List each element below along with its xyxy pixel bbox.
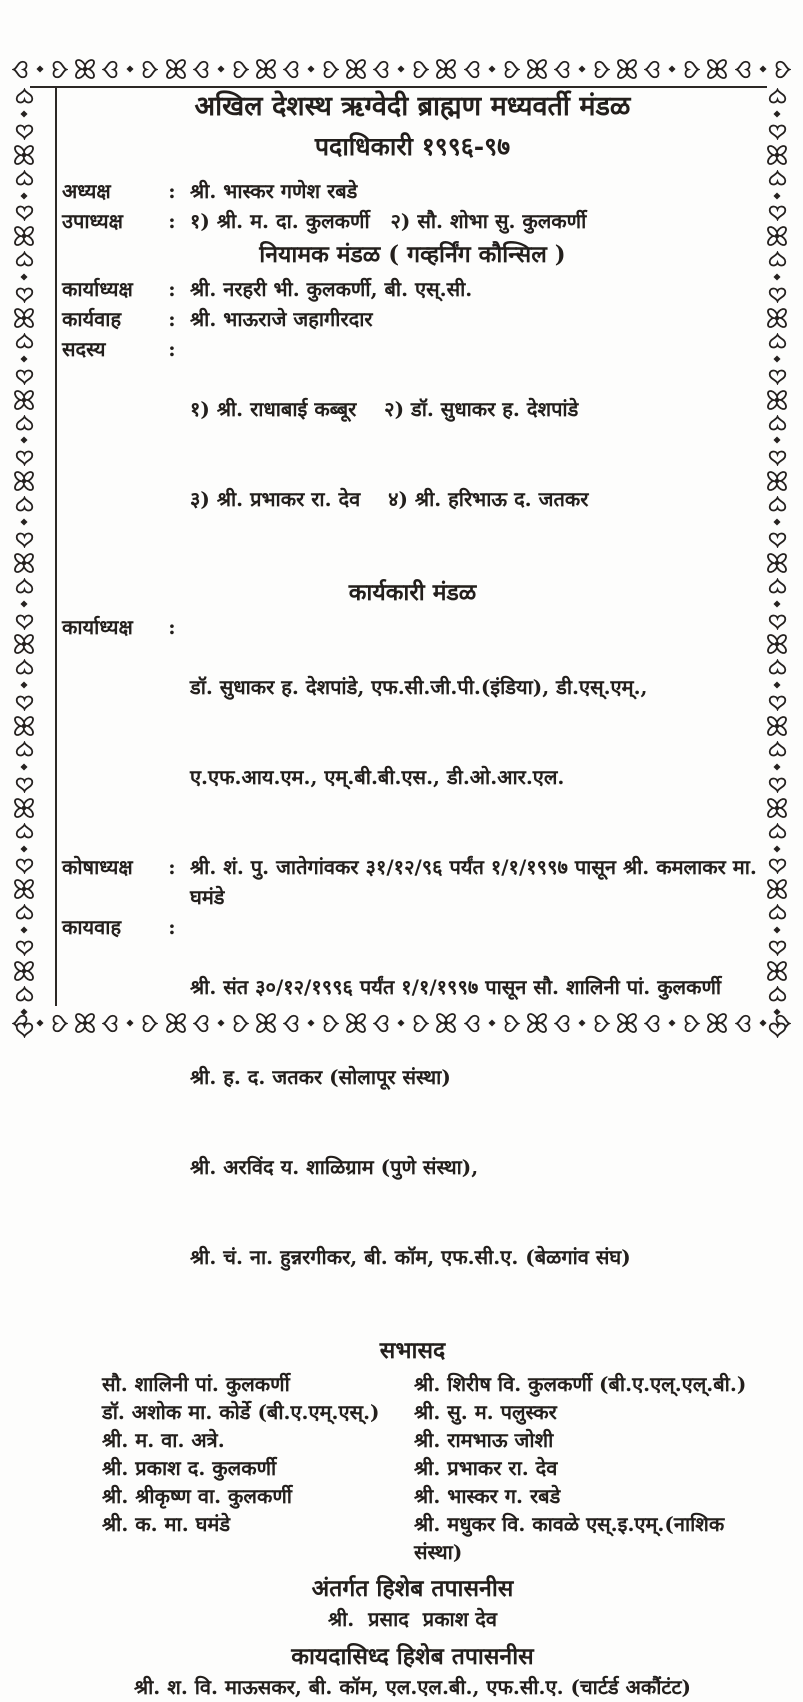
diamond-link-icon: [20, 681, 28, 689]
row-value: [190, 612, 763, 852]
flower-ornament-icon: [12, 796, 36, 820]
diamond-link-icon: [20, 926, 28, 934]
row-colon: :: [168, 615, 176, 639]
heart-ornament-icon: [768, 251, 787, 270]
row-label: कोषाध्यक्ष: [62, 855, 133, 879]
ornamental-border-left: [7, 88, 41, 1038]
row-label: सदस्य: [62, 337, 106, 361]
heart-ornament-icon: [15, 170, 34, 189]
row-value: [190, 912, 763, 1332]
diamond-link-icon: [20, 110, 28, 118]
heart-ornament-icon: [768, 986, 787, 1005]
heart-ornament-icon: [768, 366, 787, 385]
heart-ornament-icon: [15, 741, 34, 760]
flower-ornament-icon: [12, 632, 36, 656]
member-item: श्री. म. वा. अत्रे.: [102, 1428, 225, 1452]
flower-ornament-icon: [765, 796, 789, 820]
flower-ornament-icon: [765, 143, 789, 167]
heart-ornament-icon: [768, 904, 787, 923]
heart-ornament-icon: [15, 692, 34, 711]
row-colon: :: [168, 277, 176, 301]
heart-ornament-icon: [768, 170, 787, 189]
heart-ornament-icon: [139, 60, 158, 79]
heart-ornament-icon: [15, 904, 34, 923]
diamond-link-icon: [773, 355, 781, 363]
flower-ornament-icon: [73, 57, 97, 81]
officer-row-vice-president: [62, 206, 763, 236]
row-value: श्री. भास्कर गणेश रबडे: [190, 179, 358, 203]
heart-ornament-icon: [410, 60, 429, 79]
heart-ornament-icon: [12, 60, 31, 79]
flower-ornament-icon: [164, 57, 188, 81]
diamond-link-icon: [773, 681, 781, 689]
member-item: श्री. प्रकाश द. कुलकर्णी: [102, 1456, 277, 1480]
doc-subtitle: पदाधिकारी १९९६-९७: [314, 132, 511, 161]
member-item: श्री. प्रभाकर रा. देव: [414, 1456, 558, 1480]
heart-ornament-icon: [768, 659, 787, 678]
heart-ornament-icon: [15, 284, 34, 303]
flower-ornament-icon: [12, 388, 36, 412]
member-item: श्री. क. मा. घमंडे: [102, 1512, 231, 1536]
row-label: कार्यवाह: [62, 307, 122, 331]
member-item: श्री. सु. म. पलुस्कर: [414, 1400, 557, 1424]
diamond-link-icon: [773, 273, 781, 281]
diamond-link-icon: [773, 763, 781, 771]
heart-ornament-icon: [15, 937, 34, 956]
flower-ornament-icon: [765, 551, 789, 575]
heart-ornament-icon: [15, 202, 34, 221]
diamond-link-icon: [307, 65, 315, 73]
heart-ornament-icon: [768, 284, 787, 303]
flower-ornament-icon: [12, 469, 36, 493]
flower-ornament-icon: [12, 877, 36, 901]
member-item: श्री. रामभाऊ जोशी: [414, 1428, 554, 1452]
heart-ornament-icon: [15, 774, 34, 793]
governing-row-chairman: [62, 274, 763, 304]
heart-ornament-icon: [768, 529, 787, 548]
value-line: ३) श्री. प्रभाकर रा. देव ४) श्री. हरिभाऊ द. जतकर: [190, 487, 589, 511]
heart-ornament-icon: [15, 447, 34, 466]
row-label: अध्यक्ष: [62, 179, 111, 203]
diamond-link-icon: [20, 273, 28, 281]
diamond-link-icon: [20, 600, 28, 608]
flower-ornament-icon: [12, 306, 36, 330]
diamond-link-icon: [773, 192, 781, 200]
diamond-link-icon: [773, 845, 781, 853]
flower-ornament-icon: [344, 57, 368, 81]
heart-ornament-icon: [554, 60, 573, 79]
value-line: ए.एफ.आय.एम., एम्.बी.बी.एस., डी.ओ.आर.एल.: [190, 765, 565, 789]
diamond-link-icon: [773, 926, 781, 934]
executive-row-secretary: [62, 912, 763, 1332]
member-item: श्री. श्रीकृष्ण वा. कुलकर्णी: [102, 1484, 292, 1508]
member-item: डॉ. अशोक मा. कोर्डे (बी.ए.एम्.एस्.): [102, 1400, 380, 1424]
heart-ornament-icon: [464, 60, 483, 79]
governing-row-secretary: [62, 304, 763, 334]
flower-ornament-icon: [765, 306, 789, 330]
governing-row-members: [62, 334, 763, 574]
heart-ornament-icon: [15, 529, 34, 548]
diamond-link-icon: [668, 65, 676, 73]
diamond-link-icon: [773, 436, 781, 444]
officer-row-president: [62, 176, 763, 206]
flower-ornament-icon: [525, 57, 549, 81]
heart-ornament-icon: [768, 937, 787, 956]
row-colon: :: [168, 915, 176, 939]
member-item: श्री. मधुकर वि. कावळे एस्.इ.एम्.(नाशिक संस्था): [414, 1512, 732, 1564]
flower-ornament-icon: [254, 57, 278, 81]
row-value: श्री. नरहरी भी. कुलकर्णी, बी. एस्.सी.: [190, 277, 473, 301]
heart-ornament-icon: [644, 60, 663, 79]
executive-row-chairman: [62, 612, 763, 852]
flower-ornament-icon: [765, 632, 789, 656]
value-line: डॉ. सुधाकर ह. देशपांडे, एफ.सी.जी.पी.(इंडिया), डी.एस्.एम्.,: [190, 675, 648, 699]
diamond-link-icon: [773, 110, 781, 118]
document-content: [62, 90, 763, 1702]
heart-ornament-icon: [193, 60, 212, 79]
flower-ornament-icon: [12, 959, 36, 983]
member-item: सौ. शालिनी पां. कुलकर्णी: [102, 1372, 290, 1396]
heart-ornament-icon: [768, 855, 787, 874]
heart-ornament-icon: [768, 1019, 787, 1038]
flower-ornament-icon: [765, 959, 789, 983]
flower-ornament-icon: [12, 224, 36, 248]
diamond-link-icon: [36, 65, 44, 73]
heart-ornament-icon: [15, 659, 34, 678]
diamond-link-icon: [20, 355, 28, 363]
heart-ornament-icon: [230, 60, 249, 79]
heart-ornament-icon: [15, 855, 34, 874]
flower-ornament-icon: [12, 714, 36, 738]
heart-ornament-icon: [501, 60, 520, 79]
row-label: कायवाह: [62, 915, 122, 939]
heart-ornament-icon: [15, 366, 34, 385]
flower-ornament-icon: [12, 551, 36, 575]
diamond-link-icon: [773, 600, 781, 608]
heart-ornament-icon: [768, 741, 787, 760]
heart-ornament-icon: [681, 60, 700, 79]
section-heading-governing-council: नियामक मंडळ ( गव्हर्निंग कौन्सिल ): [259, 241, 566, 268]
diamond-link-icon: [578, 65, 586, 73]
heart-ornament-icon: [768, 88, 787, 107]
diamond-link-icon: [20, 1008, 28, 1016]
member-item: श्री. भास्कर ग. रबडे: [414, 1484, 561, 1508]
heart-ornament-icon: [15, 1019, 34, 1038]
diamond-link-icon: [20, 763, 28, 771]
diamond-link-icon: [397, 65, 405, 73]
diamond-link-icon: [773, 518, 781, 526]
diamond-link-icon: [20, 845, 28, 853]
heart-ornament-icon: [15, 88, 34, 107]
executive-row-treasurer: [62, 852, 763, 912]
heart-ornament-icon: [15, 333, 34, 352]
diamond-link-icon: [20, 518, 28, 526]
diamond-link-icon: [20, 192, 28, 200]
heart-ornament-icon: [768, 202, 787, 221]
flower-ornament-icon: [765, 224, 789, 248]
flower-ornament-icon: [765, 714, 789, 738]
flower-ornament-icon: [765, 469, 789, 493]
diamond-link-icon: [759, 65, 767, 73]
heart-ornament-icon: [768, 774, 787, 793]
heart-ornament-icon: [768, 692, 787, 711]
members-column-left: [62, 1370, 414, 1566]
flower-ornament-icon: [705, 57, 729, 81]
heart-ornament-icon: [768, 496, 787, 515]
heart-ornament-icon: [320, 60, 339, 79]
value-line: श्री. ह. द. जतकर (सोलापूर संस्था): [190, 1065, 451, 1089]
row-value: श्री. भाऊराजे जहागीरदार: [190, 307, 373, 331]
diamond-link-icon: [217, 65, 225, 73]
statutory-auditor-name: श्री. श. वि. माऊसकर, बी. कॉम, एल.एल.बी., एफ.सी.ए. (चार्टर्ड अकौंटंट): [133, 1675, 692, 1699]
row-value: श्री. शं. पु. जातेगांवकर ३१/१२/९६ पर्यंत १/१/१९९७ पासून श्री. कमलाकर मा. घमंडे: [190, 855, 764, 909]
heart-ornament-icon: [768, 415, 787, 434]
diamond-link-icon: [126, 65, 134, 73]
flower-ornament-icon: [765, 877, 789, 901]
member-item: श्री. शिरीष वि. कुलकर्णी (बी.ए.एल्.एल्.बी.): [414, 1372, 747, 1396]
internal-auditor-name: श्री. प्रसाद प्रकाश देव: [327, 1607, 498, 1631]
row-colon: :: [168, 307, 176, 331]
row-value: १) श्री. म. दा. कुलकर्णी २) सौ. शोभा सु. कुलकर्णी: [190, 209, 587, 233]
heart-ornament-icon: [15, 611, 34, 630]
row-label: कार्याध्यक्ष: [62, 277, 133, 301]
value-line: श्री. अरविंद य. शाळिग्राम (पुणे संस्था),: [190, 1155, 479, 1179]
heart-ornament-icon: [768, 611, 787, 630]
row-colon: :: [168, 179, 176, 203]
heart-ornament-icon: [768, 823, 787, 842]
heart-ornament-icon: [373, 60, 392, 79]
members-list: [62, 1370, 763, 1566]
heart-ornament-icon: [768, 578, 787, 597]
heart-ornament-icon: [15, 986, 34, 1005]
row-colon: :: [168, 337, 176, 361]
row-value: [190, 334, 763, 574]
heart-ornament-icon: [15, 578, 34, 597]
members-column-right: [414, 1370, 763, 1566]
heart-ornament-icon: [102, 60, 121, 79]
diamond-link-icon: [488, 65, 496, 73]
value-line: १) श्री. राधाबाई कब्बूर २) डॉ. सुधाकर ह. देशपांडे: [190, 397, 579, 421]
heart-ornament-icon: [15, 415, 34, 434]
diamond-link-icon: [773, 1008, 781, 1016]
heart-ornament-icon: [15, 496, 34, 515]
heart-ornament-icon: [283, 60, 302, 79]
heart-ornament-icon: [768, 121, 787, 140]
row-colon: :: [168, 855, 176, 879]
flower-ornament-icon: [615, 57, 639, 81]
section-heading-members: सभासद: [379, 1337, 446, 1364]
flower-ornament-icon: [765, 388, 789, 412]
heart-ornament-icon: [15, 121, 34, 140]
row-label: उपाध्यक्ष: [62, 209, 123, 233]
section-heading-statutory-auditor: कायदासिध्द हिशेब तपासनीस: [291, 1643, 534, 1670]
flower-ornament-icon: [434, 57, 458, 81]
ornamental-border-top: [12, 52, 791, 86]
section-heading-executive-board: कार्यकारी मंडळ: [348, 579, 477, 606]
heart-ornament-icon: [768, 447, 787, 466]
heart-ornament-icon: [772, 60, 791, 79]
ornamental-border-right: [760, 88, 794, 1038]
heart-ornament-icon: [15, 251, 34, 270]
flower-ornament-icon: [12, 143, 36, 167]
value-line: श्री. संत ३०/१२/१९९६ पर्यंत १/१/१९९७ पासून सौ. शालिनी पां. कुलकर्णी: [190, 975, 722, 999]
heart-ornament-icon: [15, 823, 34, 842]
section-heading-internal-auditor: अंतर्गत हिशेब तपासनीस: [311, 1575, 514, 1602]
diamond-link-icon: [20, 436, 28, 444]
row-colon: :: [168, 209, 176, 233]
inner-rule-top: [30, 86, 767, 88]
heart-ornament-icon: [735, 60, 754, 79]
heart-ornament-icon: [591, 60, 610, 79]
heart-ornament-icon: [768, 333, 787, 352]
org-title: अखिल देशस्थ ऋग्वेदी ब्राह्मण मध्यवर्ती मंडळ: [194, 91, 631, 122]
row-label: कार्याध्यक्ष: [62, 615, 133, 639]
inner-rule-left: [55, 86, 57, 1006]
value-line: श्री. चं. ना. हुन्नरगीकर, बी. कॉम, एफ.सी.ए. (बेळगांव संघ): [190, 1245, 631, 1269]
heart-ornament-icon: [49, 60, 68, 79]
